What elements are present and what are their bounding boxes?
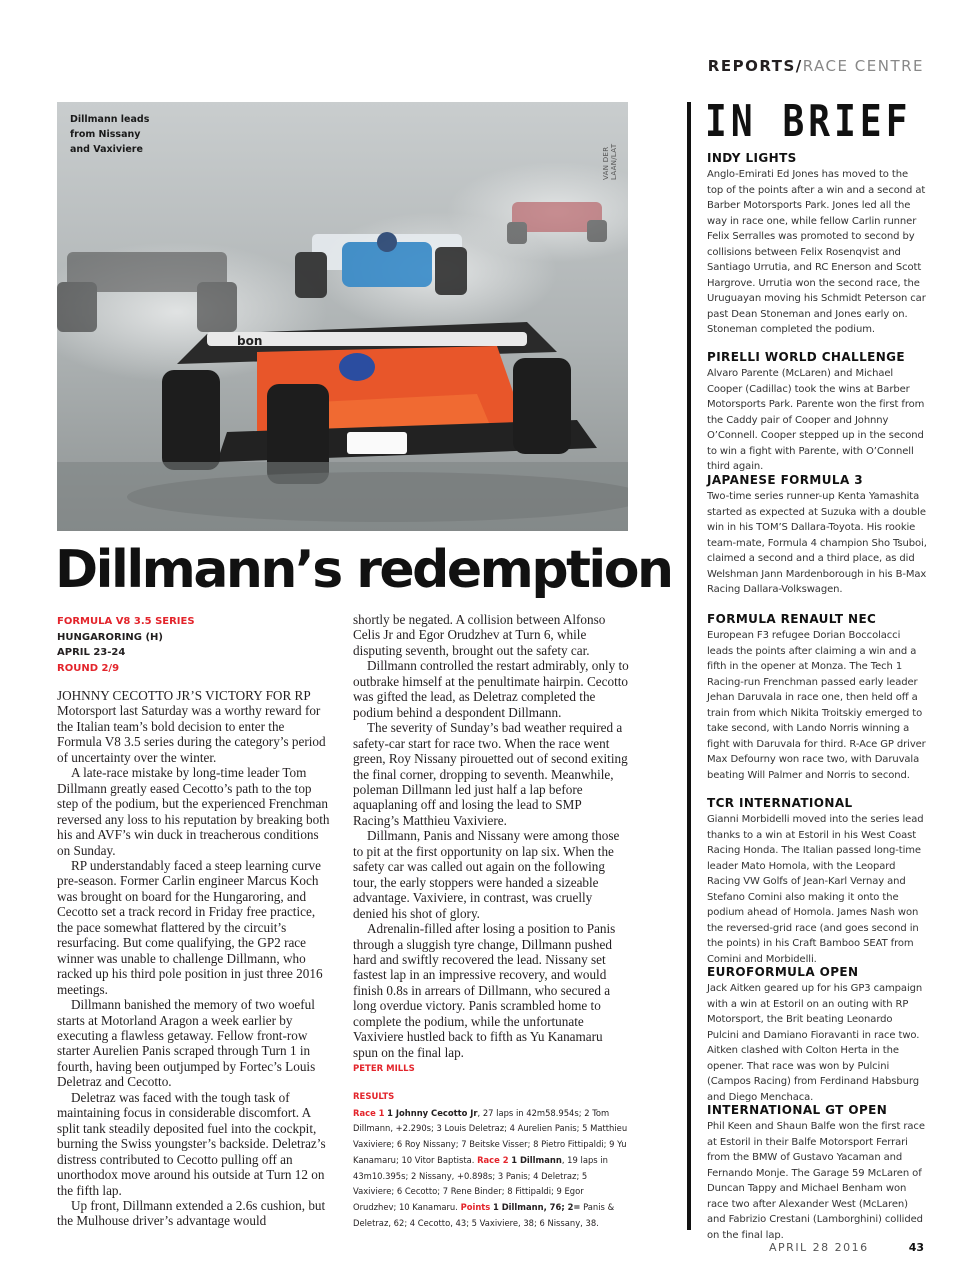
brief-item <box>707 965 927 1105</box>
venue-label: HUNGARORING (H) <box>57 631 163 643</box>
race2-results: , 19 laps in 43m10.395s; 2 Nissany, +0.898s; 3 Panis; 4 Deletraz; 5 Vaxiviere; 6 Cecotto; 7 Rene Binder; 8 Fittipaldi; 9 Egor Orudzhev; 10 Kanamaru. <box>353 1154 608 1212</box>
paragraph: Dillmann controlled the restart admirably, only to outbrake himself at the penultimate hairpin. Cecotto was gifted the lead, as Deletraz completed the podium behind a despondent Dillmann. <box>353 658 629 720</box>
brief-text: European F3 refugee Dorian Boccolacci leads the points after claiming a win and a fifth in the opener at Monza. The Tech 1 Racing-run Frenchman passed early leader Jehan Daruvala in race one, then held off a train from which Nikita Troitskiy emerged to take second, with Lando Norris winning a fight with Daruvala for third. R-Ace GP driver Max Defourny won race two, with Daruvala beating Will Palmer and Norris to second. <box>707 630 926 781</box>
points-label: Points <box>460 1201 491 1212</box>
race2-winner: 1 Dillmann <box>511 1154 562 1165</box>
paragraph: Deletraz was faced with the tough task of maintaining focus in considerable discomfort. A split tank steadily deposited fuel into the cockpit, burning the Swiss youngster’s backside. Deletraz’s distress contributed to Cecotto pulling off an unorthodox move around his outside at Turn 12 on the fifth lap. <box>57 1089 326 1198</box>
brief-heading: FORMULA RENAULT NEC <box>707 612 877 626</box>
article-column-2 <box>353 612 629 1078</box>
brief-item <box>707 612 927 783</box>
brief-heading: TCR INTERNATIONAL <box>707 796 853 810</box>
points-leader: 1 Dillmann, 76; 2= <box>492 1201 581 1212</box>
page-footer <box>769 1241 924 1254</box>
points-standings: Panis & Deletraz, 62; 4 Cecotto, 43; 5 Vaxiviere, 38; 6 Nissany, 38. <box>353 1201 615 1228</box>
brief-text: Two-time series runner-up Kenta Yamashita started as expected at Suzuka with a double win in his TOM’S Dallara-Toyota. His rookie team-mate, Formula 4 champion Sho Tsuboi, claimed a second and a third place, as did Welshman Jann Mardenborough in his B-Max Racing Dallara-Volkswagen. <box>707 491 927 595</box>
paragraph: The severity of Sunday’s bad weather required a safety-car start for race two. When the race went green, Roy Nissany pirouetted out of second exiting the final corner, dropping to seventh. Meanwhile, poleman Dillmann led just half a lap before aquaplaning off and losing the lead to SMP Racing’s Matthieu Vaxiviere. <box>353 720 628 828</box>
article-headline: Dillmann’s redemption <box>55 540 672 600</box>
results-heading: RESULTS <box>353 1092 395 1102</box>
paragraph: Adrenalin-filled after losing a position to Panis through a sluggish tyre change, Dillmann pushed hard and swiftly recovered the lead. Nissany set fastest lap in an impressive recovery, and would finish 0.8s in arrears of Dillmann, who secured a long overdue victory. Panis scrambled home to complete the podium, while the unfortunate Vaxiviere hustled back to fifth as Yu Kanamaru spun on the final lap. <box>353 921 616 1060</box>
article-meta <box>57 614 195 676</box>
brief-heading: INDY LIGHTS <box>707 151 797 165</box>
race1-label: Race 1 <box>353 1107 385 1118</box>
race-photo <box>57 102 628 531</box>
brief-text: Gianni Morbidelli moved into the series lead thanks to a win at Estoril in his West Coast Racing Honda. The Italian passed long-time leader Mato Homola, with the Leopard Racing VW Golfs of Jean-Karl Vernay and Stefano Comini also making it onto the podium ahead of Homola. James Nash won the reversed-grid race (and goes second in the points) in his Craft Bamboo SEAT from Comini and Morbidelli. <box>707 814 924 965</box>
brief-heading: EUROFORMULA OPEN <box>707 965 859 979</box>
race2-label: Race 2 <box>477 1154 509 1165</box>
series-label: FORMULA V8 3.5 SERIES <box>57 616 195 627</box>
paragraph: RP understandably faced a steep learning curve pre-season. Former Carlin engineer Marcus Koch was brought on board for the Hungaroring, and Cecotto set a track record in Friday free practice, the pace somewhat flattered by the circuit’s resurfacing. But come qualifying, the GP2 race winner was unable to challenge Dillmann, who racked up his third pole position in just three 2016 meetings. <box>57 857 323 997</box>
round-label: ROUND 2/9 <box>57 662 120 674</box>
paragraph: Dillmann banished the memory of two woeful starts at Motorland Aragon a week earlier by executing a flawless getaway. Fellow front-row starter Aurelien Panis scraped through Turn 1 in fourth, having been outjumped by Fortec’s Louis Deletraz and Cecotto. <box>57 997 316 1090</box>
brief-heading: PIRELLI WORLD CHALLENGE <box>707 350 906 364</box>
brief-text: Jack Aitken geared up for his GP3 campaign with a win at Estoril on an outing with RP Motorsport, the Brit beating Leonardo Pulcini and Damiano Fioravanti in race two. Aitken clashed with Colton Herta in the opener. That race was won by Pulcini (Campos Racing) from Ferdinand Habsburg and Diego Menchaca. <box>707 983 923 1103</box>
race1-results: , 27 laps in 42m58.954s; 2 Tom Dillmann, +2.290s; 3 Louis Deletraz; 4 Aurelien Panis; 5 Matthieu Vaxiviere; 6 Roy Nissany; 7 Beitske Visser; 8 Pietro Fittipaldi; 9 Yu Kanamaru; 10 Vitor Baptista. <box>353 1107 628 1165</box>
svg-text:bon: bon <box>237 334 263 348</box>
race-photo-illustration <box>57 102 628 531</box>
subsection-label: RACE CENTRE <box>802 57 924 75</box>
section-header <box>708 57 924 75</box>
paragraph: shortly be negated. A collision between Alfonso Celis Jr and Egor Orudzhev at Turn 6, while disputing seventh, brought out the safety car. <box>353 612 606 658</box>
photo-credit: VAN DER LAAN/LAT <box>602 143 618 180</box>
brief-heading: INTERNATIONAL GT OPEN <box>707 1103 888 1117</box>
paragraph: A late-race mistake by long-time leader Tom Dillmann greatly eased Cecotto’s path to the top step of the podium, but the experienced Frenchman reversed any loss to his reputation by breaking both his and AVF’s win duck in treacherous conditions on Sunday. <box>57 765 330 858</box>
brief-item <box>707 473 927 598</box>
page-number: 43 <box>908 1241 924 1254</box>
paragraph: Dillmann, Panis and Nissany were among those to pit at the first opportunity on lap six. When the safety car was called out again on the following tour, the early stoppers were handed a sizeable advantage. Vaxiviere, in contrast, was cruelly denied his shot of glory. <box>353 828 620 921</box>
race1-winner: 1 Johnny Cecotto Jr <box>387 1107 478 1118</box>
date-label: APRIL 23-24 <box>57 647 126 658</box>
results-text <box>353 1106 629 1232</box>
in-brief-title: IN BRIEF <box>705 96 912 147</box>
section-label: REPORTS/ <box>707 57 803 75</box>
brief-item <box>707 350 927 475</box>
brief-text: Alvaro Parente (McLaren) and Michael Cooper (Cadillac) took the wins at Barber Motorsports Park. Parente won the first from the Caddy pair of Cooper and Johnny O’Connell. Cooper stepped up in the second to win a fight with Parente, with O’Connell third again. <box>707 368 925 472</box>
paragraph: JOHNNY CECOTTO JR’S VICTORY FOR RP Motorsport last Saturday was a worthy reward for the Italian team’s bold decision to enter the Formula V8 3.5 series during the category’s period of uncertainty over the winter. <box>57 688 326 765</box>
brief-item <box>707 151 927 338</box>
issue-date: APRIL 28 2016 <box>769 1241 869 1254</box>
brief-heading: JAPANESE FORMULA 3 <box>707 473 863 487</box>
paragraph: Up front, Dillmann extended a 2.6s cushion, but the Mulhouse driver’s advantage would <box>57 1197 326 1229</box>
article-column-1 <box>57 688 332 1229</box>
brief-item <box>707 1103 927 1243</box>
in-brief-divider <box>687 102 691 1230</box>
results-box <box>353 1090 629 1231</box>
byline: PETER MILLS <box>353 1064 415 1075</box>
brief-item <box>707 796 927 967</box>
photo-caption: Dillmann leads from Nissany and Vaxiviere <box>70 114 150 155</box>
brief-text: Phil Keen and Shaun Balfe won the first race at Estoril in their Balfe Motorsport Ferrari from the BMW of Gustavo Yacaman and Fernando Monje. The Garage 59 McLaren of Duncan Tappy and Michael Benham won race two after Alexander West (McLaren) and Fabrizio Crestani (Lamborghini) collided on the final lap. <box>707 1121 925 1241</box>
brief-text: Anglo-Emirati Ed Jones has moved to the top of the points after a win and a second at Barber Motorsports Park. Jones led all the way in race one, while fellow Carlin runner Felix Serralles was promoted to second by collisions between Felix Rosenqvist and Santiago Urrutia, and RC Enerson and Scott Hargrove. Urrutia won the second race, the Uruguayan moving his Schmidt Peterson car past Dean Stoneman and Jones early on. Stoneman completed the podium. <box>707 169 926 335</box>
